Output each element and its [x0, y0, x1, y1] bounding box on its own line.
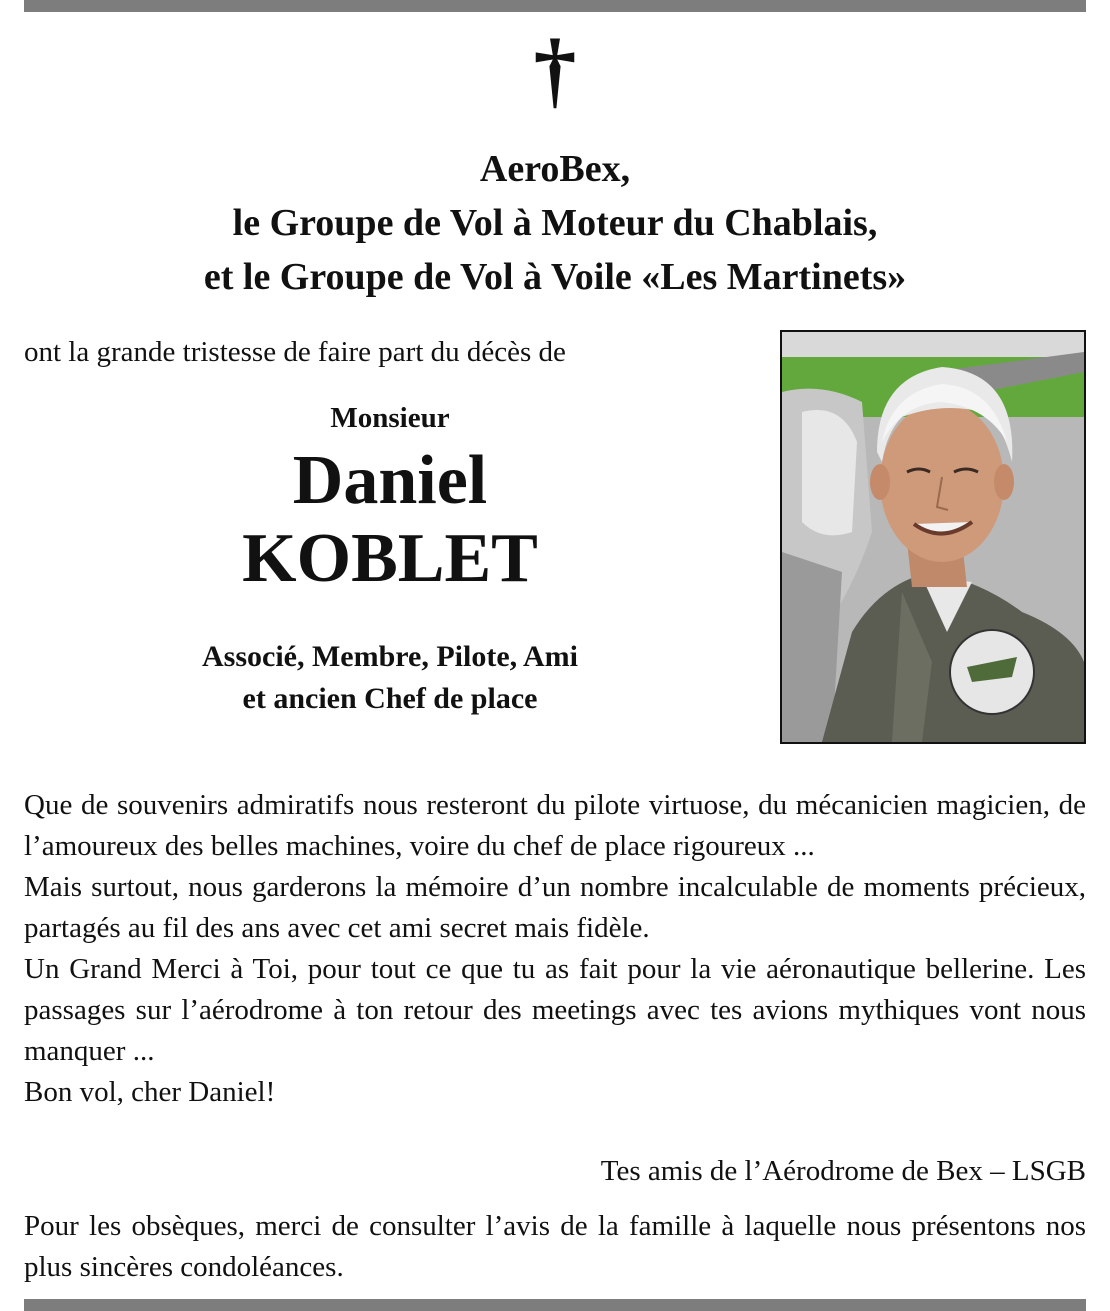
cross-icon: †: [533, 21, 577, 117]
tribute-text: [24, 785, 1086, 1113]
tribute-paragraph-4: Bon vol, cher Daniel!: [24, 1076, 276, 1108]
first-name: Daniel: [292, 442, 488, 519]
header-line-3: et le Groupe de Vol à Voile «Les Martinets»: [203, 256, 907, 298]
signature: Tes amis de l’Aérodrome de Bex – LSGB: [600, 1155, 1086, 1187]
announcement-header: [0, 142, 1110, 304]
closing-note: Pour les obsèques, merci de consulter l’avis de la famille à laquelle nous présentons nos plus sincères condoléances.: [24, 1210, 1086, 1283]
last-name: KOBLET: [242, 520, 538, 597]
roles: [0, 636, 780, 720]
deceased-name-block: [0, 398, 780, 720]
tribute-paragraph-2: Mais surtout, nous garderons la mémoire d’un nombre incalculable de moments précieux, partagés au fil des ans avec cet ami secret mais fidèle.: [24, 871, 1086, 944]
tribute-paragraph-1: Que de souvenirs admiratifs nous resteront du pilote virtuose, du mécanicien magicien, de l’amoureux des belles machines, voire du chef de place rigoureux ...: [24, 789, 1086, 862]
top-rule: [24, 0, 1086, 12]
tribute-paragraph-3: Un Grand Merci à Toi, pour tout ce que tu as fait pour la vie aéronautique bellerine. Les passages sur l’aérodrome à ton retour des meetings avec tes avions mythiques vont nous manquer ...: [24, 953, 1086, 1067]
header-line-1: AeroBex,: [479, 148, 631, 190]
intro-text: ont la grande tristesse de faire part du décès de: [24, 336, 566, 368]
roles-line-2: et ancien Chef de place: [242, 682, 538, 715]
roles-line-1: Associé, Membre, Pilote, Ami: [201, 640, 578, 673]
honorific: Monsieur: [330, 402, 450, 434]
bottom-rule: [24, 1299, 1086, 1311]
portrait-photo-illustration: [782, 332, 1084, 742]
portrait-photo: [780, 330, 1086, 744]
header-line-2: le Groupe de Vol à Moteur du Chablais,: [232, 202, 878, 244]
